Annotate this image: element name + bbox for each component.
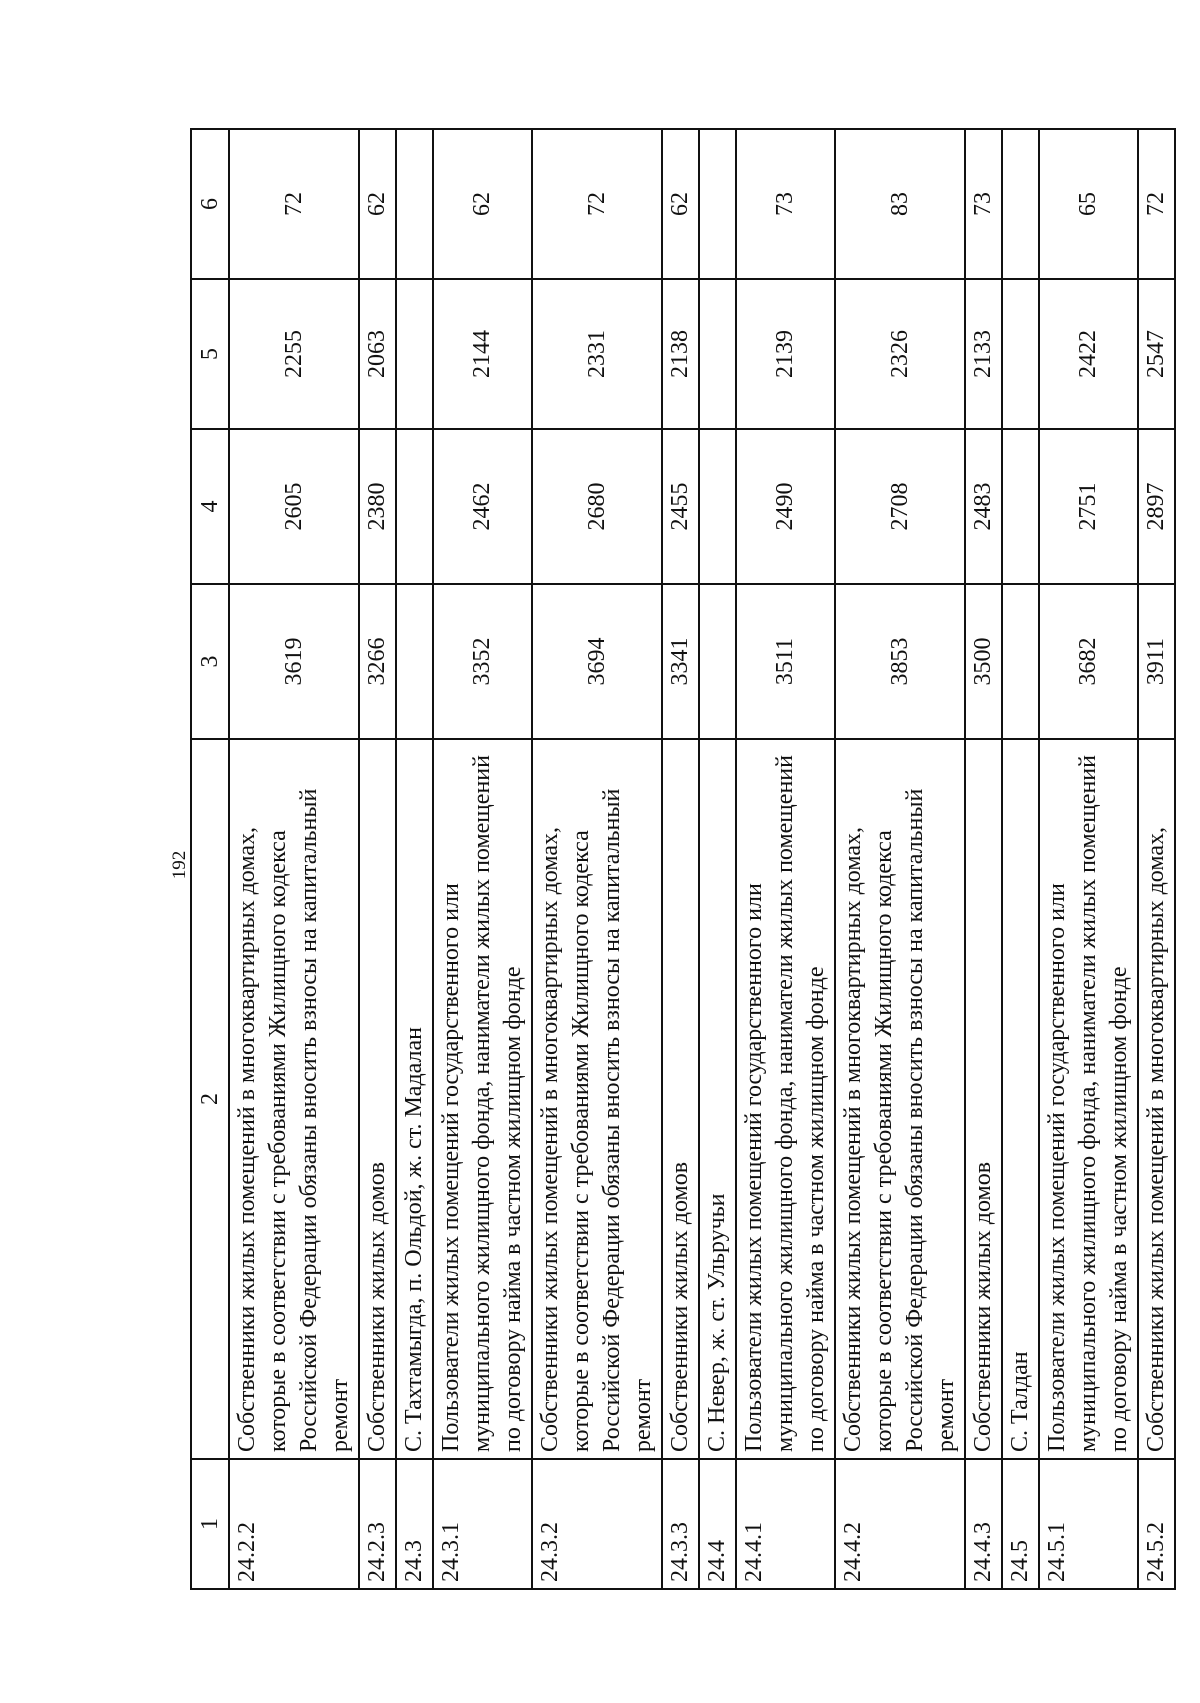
row-value-cell (1002, 429, 1039, 584)
row-code-cell: 24.2.2 (229, 1459, 359, 1589)
row-value-cell: 2605 (229, 429, 359, 584)
row-value-cell: 2483 (965, 429, 1002, 584)
row-value-cell: 73 (965, 129, 1002, 279)
row-value-cell: 3511 (736, 584, 835, 739)
row-code-cell: 24.5 (1002, 1459, 1039, 1589)
rotated-table-container (190, 130, 1169, 1590)
row-description-cell: Пользователи жилых помещений государственного или муниципального жилищного фонда, наниматели жилых помещений по договору найма в частном жилищном фонде (736, 739, 835, 1459)
row-description-cell: Собственники жилых домов (965, 739, 1002, 1459)
table-row (1138, 129, 1175, 1589)
header-cell: 6 (191, 129, 229, 279)
row-value-cell: 3341 (662, 584, 699, 739)
row-code-cell: 24.5.1 (1039, 1459, 1138, 1589)
row-value-cell: 2547 (1138, 279, 1175, 429)
table-row (736, 129, 835, 1589)
tariff-table (190, 128, 1176, 1590)
row-description-cell: Собственники жилых помещений в многоквартирных домах, которые в соответствии с требованиями Жилищного кодекса Российской Федерации обязаны вносить взносы на капитальный ремонт (835, 739, 965, 1459)
row-value-cell (1002, 584, 1039, 739)
row-value-cell (699, 584, 736, 739)
table-row (1002, 129, 1039, 1589)
table-row (1039, 129, 1138, 1589)
row-description-cell: Пользователи жилых помещений государственного или муниципального жилищного фонда, наниматели жилых помещений по договору найма в частном жилищном фонде (1039, 739, 1138, 1459)
row-value-cell: 2144 (433, 279, 532, 429)
row-value-cell (699, 279, 736, 429)
table-row (396, 129, 433, 1589)
row-code-cell: 24.4.1 (736, 1459, 835, 1589)
row-value-cell: 3682 (1039, 584, 1138, 739)
row-description-cell: С. Невер, ж. ст. Ульручьи (699, 739, 736, 1459)
row-description-cell: Собственники жилых помещений в многоквартирных домах, которые в соответствии с требованиями Жилищного кодекса Российской Федерации обязаны вносить взносы на капитальный ремонт (532, 739, 662, 1459)
row-value-cell: 2490 (736, 429, 835, 584)
row-value-cell: 2063 (359, 279, 396, 429)
row-code-cell: 24.3.3 (662, 1459, 699, 1589)
row-value-cell: 2462 (433, 429, 532, 584)
header-cell: 3 (191, 584, 229, 739)
row-value-cell: 2331 (532, 279, 662, 429)
row-value-cell (1002, 129, 1039, 279)
row-value-cell: 83 (835, 129, 965, 279)
row-value-cell: 2380 (359, 429, 396, 584)
row-code-cell: 24.3.2 (532, 1459, 662, 1589)
header-cell: 1 (191, 1459, 229, 1589)
row-value-cell: 62 (433, 129, 532, 279)
row-value-cell: 62 (662, 129, 699, 279)
table-header-row (191, 129, 229, 1589)
row-description-cell: Пользователи жилых помещений государственного или муниципального жилищного фонда, наниматели жилых помещений по договору найма в частном жилищном фонде (433, 739, 532, 1459)
header-cell: 5 (191, 279, 229, 429)
row-value-cell: 3266 (359, 584, 396, 739)
row-description-cell: Собственники жилых помещений в многоквартирных домах, которые в соответствии с требованиями Жилищного кодекса Российской Федерации обязаны вносить взносы на капитальный ремонт (229, 739, 359, 1459)
row-value-cell: 3853 (835, 584, 965, 739)
table-row (662, 129, 699, 1589)
row-value-cell (699, 129, 736, 279)
row-value-cell: 73 (736, 129, 835, 279)
row-value-cell (699, 429, 736, 584)
row-value-cell: 2897 (1138, 429, 1175, 584)
row-value-cell: 2455 (662, 429, 699, 584)
row-value-cell: 65 (1039, 129, 1138, 279)
row-value-cell: 2422 (1039, 279, 1138, 429)
row-value-cell: 62 (359, 129, 396, 279)
row-value-cell (396, 129, 433, 279)
row-value-cell: 2708 (835, 429, 965, 584)
page-number: 192 (169, 850, 190, 880)
row-value-cell: 3500 (965, 584, 1002, 739)
row-code-cell: 24.4.3 (965, 1459, 1002, 1589)
row-value-cell: 72 (229, 129, 359, 279)
row-value-cell: 3911 (1138, 584, 1175, 739)
row-code-cell: 24.4 (699, 1459, 736, 1589)
row-value-cell: 2133 (965, 279, 1002, 429)
row-value-cell: 2139 (736, 279, 835, 429)
row-code-cell: 24.2.3 (359, 1459, 396, 1589)
row-value-cell: 2255 (229, 279, 359, 429)
row-value-cell (396, 584, 433, 739)
row-description-cell: С. Талдан (1002, 739, 1039, 1459)
row-value-cell: 3694 (532, 584, 662, 739)
row-value-cell: 2326 (835, 279, 965, 429)
row-code-cell: 24.3 (396, 1459, 433, 1589)
header-cell: 2 (191, 739, 229, 1459)
table-row (532, 129, 662, 1589)
row-value-cell: 72 (532, 129, 662, 279)
table-row (359, 129, 396, 1589)
table-row (835, 129, 965, 1589)
row-code-cell: 24.4.2 (835, 1459, 965, 1589)
row-value-cell: 2751 (1039, 429, 1138, 584)
row-value-cell (1002, 279, 1039, 429)
row-value-cell: 3352 (433, 584, 532, 739)
row-value-cell: 2680 (532, 429, 662, 584)
table-row (433, 129, 532, 1589)
row-description-cell: Собственники жилых помещений в многоквартирных домах, (1138, 739, 1175, 1459)
table-row (229, 129, 359, 1589)
table-row (699, 129, 736, 1589)
row-value-cell: 3619 (229, 584, 359, 739)
header-cell: 4 (191, 429, 229, 584)
row-code-cell: 24.5.2 (1138, 1459, 1175, 1589)
row-description-cell: С. Тахтамыгда, п. Ольдой, ж. ст. Мадалан (396, 739, 433, 1459)
row-value-cell (396, 429, 433, 584)
row-value-cell: 2138 (662, 279, 699, 429)
row-code-cell: 24.3.1 (433, 1459, 532, 1589)
table-row (965, 129, 1002, 1589)
row-value-cell: 72 (1138, 129, 1175, 279)
row-value-cell (396, 279, 433, 429)
row-description-cell: Собственники жилых домов (662, 739, 699, 1459)
row-description-cell: Собственники жилых домов (359, 739, 396, 1459)
